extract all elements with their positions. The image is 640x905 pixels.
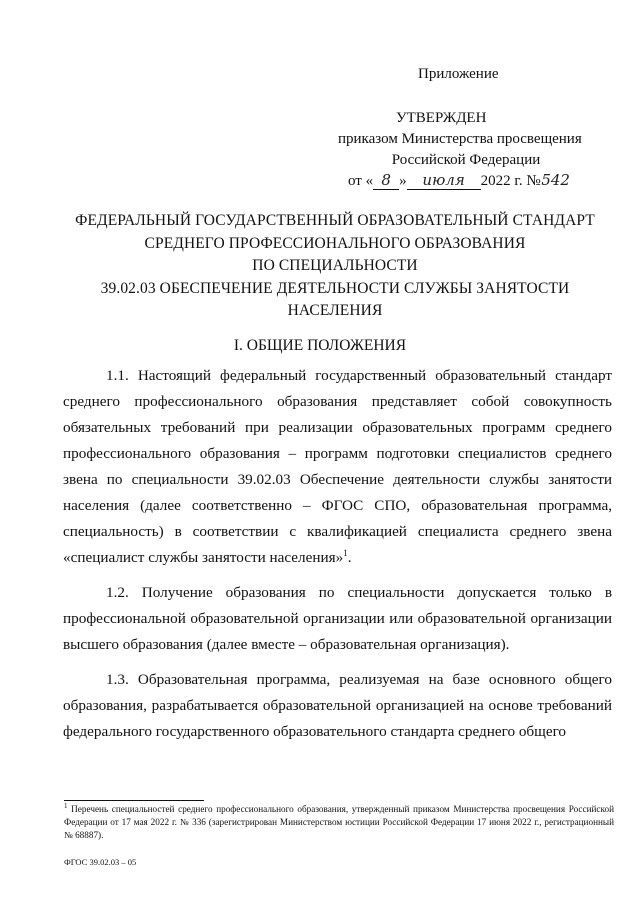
handwritten-month: июля [407,172,481,190]
footnote [64,803,614,842]
title-line-3: ПО СПЕЦИАЛЬНОСТИ [252,257,418,274]
page-footer: ФГОС 39.02.03 – 05 [64,857,137,867]
footnote-separator [64,800,204,801]
approval-date-line [348,171,608,192]
approval-authority-line: Российской Федерации [391,152,541,168]
footnote-text: Перечень специальностей среднего профессионального образования, утвержденный приказом Министерства просвещения Российской Федерации от 17 мая 2022 г. № 336 (зарегистрирован Министерством юстиции Российской Федерации 17 июня 2022 г., регистрационный № 68887). [64,804,615,840]
document-title [40,210,630,323]
handwritten-number: 542 [541,171,570,189]
annex-label: Приложение [418,66,499,82]
approval-order-line: приказом Министерства просвещения [338,131,582,147]
paragraph-1-3: 1.3. Образовательная программа, реализуемая на базе основного общего образования, разрабатывается образовательной организацией на основе требований федерального государственного образовательного стандарта среднего общего [63,671,612,740]
footnote-mark: 1 [64,801,68,810]
paragraph-1-2: 1.2. Получение образования по специальности допускается только в профессиональной образовательной организации или образовательной организации высшего образования (далее вместе – образовательная организация). [63,584,612,653]
title-line-2: СРЕДНЕГО ПРОФЕССИОНАЛЬНОГО ОБРАЗОВАНИЯ [144,234,526,252]
date-prefix: от « [348,173,374,189]
document-body [63,363,612,745]
footnote-reference[interactable]: 1 [343,547,348,558]
date-year: 2022 г. № [480,173,541,189]
paragraph-1-1 [63,363,612,571]
date-mid: » [399,173,407,189]
title-line-4: 39.02.03 ОБЕСПЕЧЕНИЕ ДЕЯТЕЛЬНОСТИ СЛУЖБЫ ЗАНЯТОСТИ [100,279,570,297]
approved-label: УТВЕРЖДЕН [396,110,487,126]
paragraph-1-1-text: 1.1. Настоящий федеральный государственный образовательный стандарт среднего профессионального образования представляет собой совокупность обязательных требований при реализации образовательных программ среднего профессионального образования – программ подготовки специалистов среднего звена по специальности 39.02.03 Обеспечение деятельности службы занятости населения (далее соответственно – ФГОС СПО, образовательная программа, специальность) в соответствии с квалификацией специалиста среднего звена «специалист службы занятости населения» [63,367,612,566]
handwritten-day: 8 [373,172,399,190]
title-line-1: ФЕДЕРАЛЬНЫЙ ГОСУДАРСТВЕННЫЙ ОБРАЗОВАТЕЛЬНЫЙ СТАНДАРТ [75,212,595,229]
paragraph-1-1-end: . [347,549,352,566]
title-line-5: НАСЕЛЕНИЯ [287,302,383,319]
section-heading: I. ОБЩИЕ ПОЛОЖЕНИЯ [233,337,407,354]
